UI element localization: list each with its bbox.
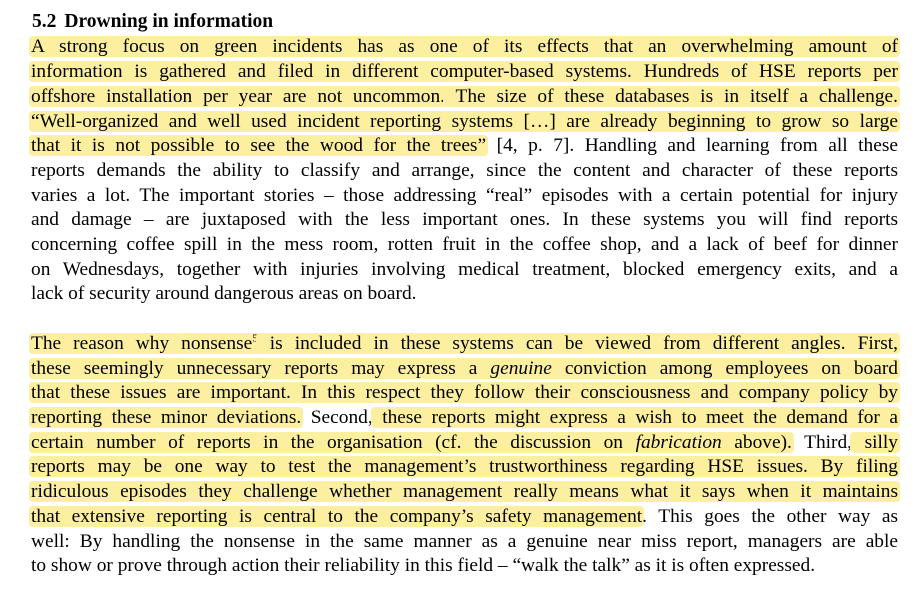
emphasis-genuine: genuine xyxy=(490,358,552,379)
plain-text: [4, p. 7]. Handling and learning from all these xyxy=(486,135,898,156)
nonsense-term: nonsense xyxy=(181,333,253,354)
highlighted-text: that these issues are important. In this respect they follow their consciousness and company policy by xyxy=(31,382,898,403)
text-run: conviction among employees on board xyxy=(551,358,898,379)
highlighted-text xyxy=(31,432,792,453)
text-line xyxy=(31,479,898,505)
highlighted-text: silly xyxy=(852,432,899,453)
section-heading xyxy=(32,10,273,34)
section-title: Drowning in information xyxy=(64,11,274,32)
highlighted-text: reports may be one way to test the management’s trustworthiness regarding HSE issues. By filing xyxy=(31,456,898,477)
text-line xyxy=(31,405,898,431)
text-line xyxy=(31,430,898,456)
text-line: concerning coffee spill in the mess room, rotten fruit in the coffee shop, and a lack of beef for dinner xyxy=(31,234,898,255)
highlighted-text: that extensive reporting is central to the company’s safety management xyxy=(31,506,643,527)
section-number: 5.2 xyxy=(32,11,57,32)
highlighted-text xyxy=(181,333,258,354)
highlighted-text: offshore installation per year are not uncommon. xyxy=(31,86,446,107)
text-run: above). xyxy=(721,432,792,453)
text-run: certain number of reports in the organisation (cf. the discussion on xyxy=(31,432,636,453)
text-line xyxy=(31,504,898,530)
highlighted-text: A strong focus on green incidents has as one of its effects that an overwhelming amount of xyxy=(31,36,898,57)
emphasis-fabrication: fabrication xyxy=(635,432,722,453)
text-line xyxy=(31,356,898,382)
text-line: to show or prove through action their reliability in this field – “walk the talk” as it is often expressed. xyxy=(31,555,816,576)
text-line xyxy=(31,34,898,60)
text-line xyxy=(31,380,898,406)
highlighted-text: these reports might express a wish to meet the demand for a xyxy=(372,407,898,428)
highlighted-text xyxy=(31,358,898,379)
plain-text: Third, xyxy=(791,432,853,453)
text-line: on Wednesdays, together with injuries involving medical treatment, blocked emergency exits, and a xyxy=(31,259,898,280)
highlighted-text: The reason why xyxy=(31,333,182,354)
text-line xyxy=(31,133,898,159)
text-line xyxy=(31,331,898,357)
text-line: lack of security around dangerous areas on board. xyxy=(31,283,417,304)
text-line: and damage – are juxtaposed with the less important ones. In these systems you will find reports xyxy=(31,209,898,230)
highlighted-text: The size of these databases is in itself a challenge. xyxy=(445,86,898,107)
text-line: varies a lot. The important stories – those addressing “real” episodes with a certain potential for injury xyxy=(31,185,898,206)
text-line: reports demands the ability to classify and arrange, since the content and character of these reports xyxy=(31,160,898,181)
text-run: these seemingly unnecessary reports may express a xyxy=(31,358,491,379)
footnote-marker[interactable]: 5 xyxy=(252,332,258,345)
text-line xyxy=(31,84,898,110)
highlighted-text: “Well-organized and well used incident reporting systems […] are already beginning to grow so large xyxy=(31,111,898,132)
plain-text: Second, xyxy=(301,407,373,428)
highlighted-text: ridiculous episodes they challenge whether management really means what it says when it maintains xyxy=(31,481,898,502)
highlighted-text: is included in these systems can be viewed from different angles. First, xyxy=(257,333,898,354)
text-line xyxy=(31,109,898,135)
highlighted-text: that it is not possible to see the wood for the trees” xyxy=(31,135,487,156)
text-line: well: By handling the nonsense in the same manner as a genuine near miss report, managers are able xyxy=(31,531,898,552)
text-line xyxy=(31,59,898,85)
highlighted-text: reporting these minor deviations. xyxy=(31,407,302,428)
highlighted-text: information is gathered and filed in different computer-based systems. Hundreds of HSE reports per xyxy=(31,61,898,82)
text-line xyxy=(31,454,898,480)
plain-text: . This goes the other way as xyxy=(642,506,898,527)
